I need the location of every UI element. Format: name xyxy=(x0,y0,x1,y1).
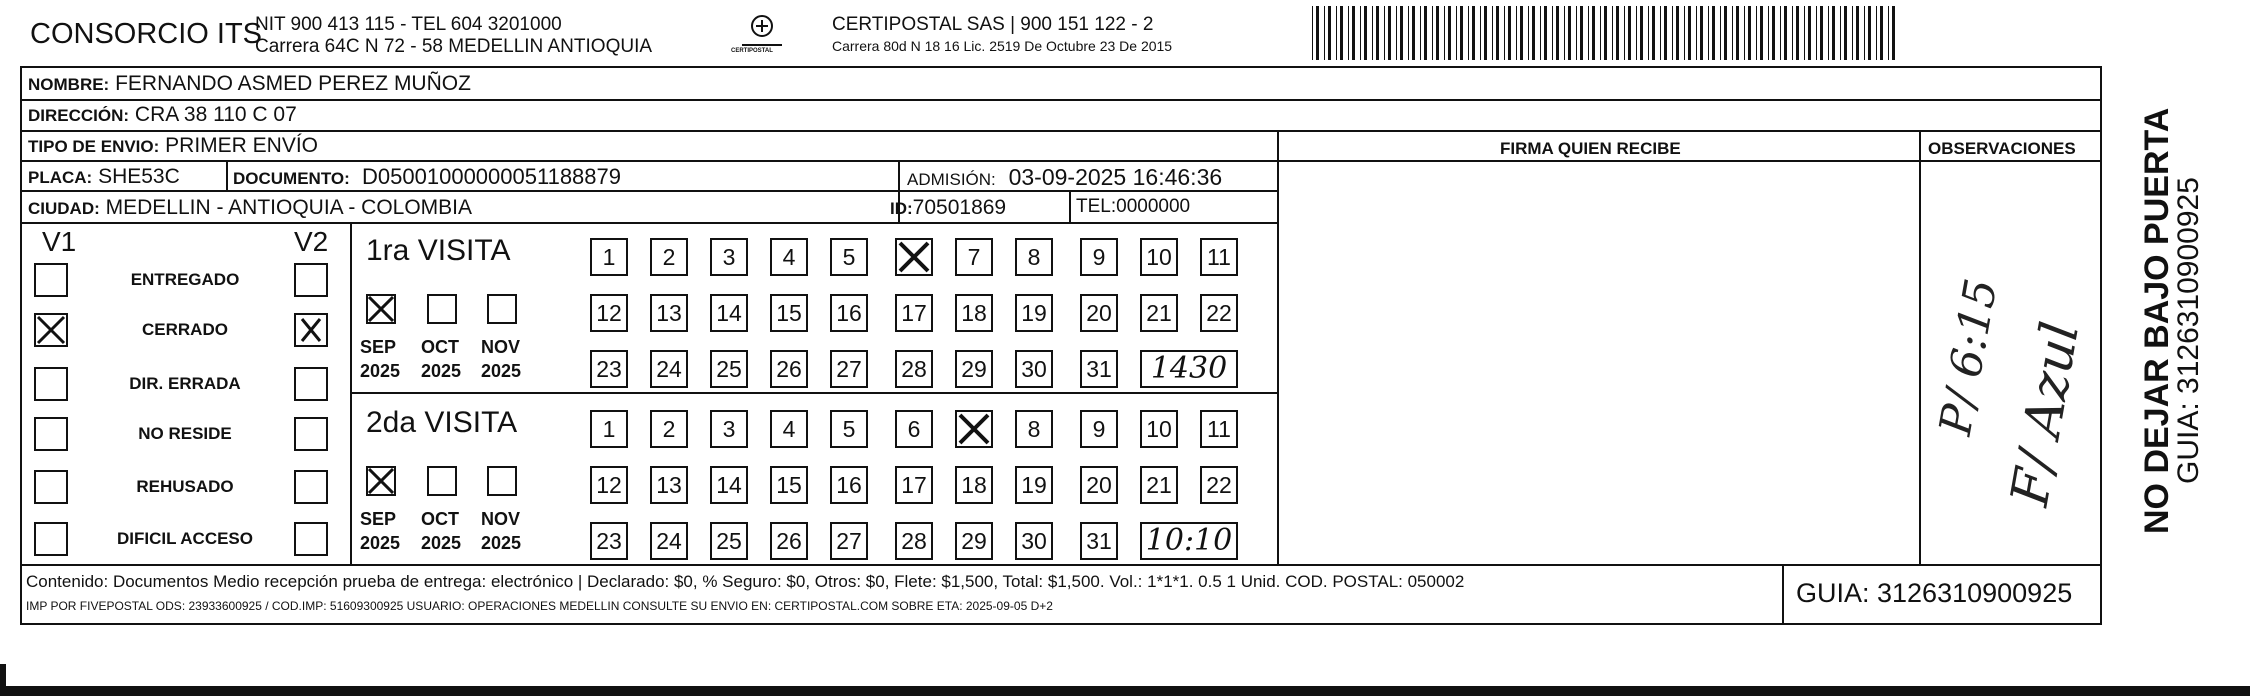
company-name: CONSORCIO ITS xyxy=(30,18,263,50)
barcode-bar xyxy=(1640,6,1643,60)
direccion-row xyxy=(28,104,297,125)
side-guia: GUIA: 3126310900925 xyxy=(2172,177,2205,484)
barcode-bar xyxy=(1568,6,1571,60)
status-label: CERRADO xyxy=(142,320,228,339)
day-checkbox[interactable]: 30 xyxy=(1015,350,1053,388)
day-checkbox[interactable]: 9 xyxy=(1080,410,1118,448)
barcode-bar xyxy=(1432,6,1433,60)
observation-note-1: P/ 6:15 xyxy=(1930,275,2008,439)
day-checkbox[interactable]: 22 xyxy=(1200,466,1238,504)
status-label: REHUSADO xyxy=(136,477,234,496)
day-checkbox[interactable]: 12 xyxy=(590,294,628,332)
day-checkbox[interactable]: 10 xyxy=(1140,410,1178,448)
year-label: 2025 xyxy=(421,361,462,381)
barcode-bar xyxy=(1700,6,1703,60)
barcode-bar xyxy=(1624,6,1625,60)
day-checkbox[interactable]: 17 xyxy=(895,294,933,332)
tel-label: TEL: xyxy=(1076,196,1117,217)
x-mark-icon xyxy=(368,296,394,322)
v2-checkbox[interactable] xyxy=(294,367,328,401)
carrier-line: CERTIPOSTAL SAS | 900 151 122 - 2 xyxy=(832,14,1154,35)
footer-contenido: Contenido: Documentos Medio recepción prueba de entrega: electrónico | Declarado: $0, % Seguro: $0, Otros: $0, Flete: $1,500, Total: $1,500. Vol.: 1*1*1. 0.5 1 Unid. COD. POSTAL: 050002 xyxy=(26,572,1465,591)
barcode-bar xyxy=(1732,6,1733,60)
day-checkbox[interactable]: 15 xyxy=(770,466,808,504)
day-checkbox[interactable]: 12 xyxy=(590,466,628,504)
x-mark-icon xyxy=(957,412,991,446)
v1-checkbox[interactable] xyxy=(34,263,68,297)
barcode-bar xyxy=(1376,6,1379,60)
barcode-bar xyxy=(1484,6,1487,60)
barcode-bar xyxy=(1744,6,1745,60)
visit-title: 2da VISITA xyxy=(366,406,518,439)
barcode-bar xyxy=(1684,6,1685,60)
tipo-value: PRIMER ENVÍO xyxy=(165,134,318,157)
scan-edge-corner xyxy=(0,664,6,688)
visit-title: 1ra VISITA xyxy=(366,234,511,267)
tipo-row xyxy=(28,135,318,156)
barcode-bar xyxy=(1444,6,1445,60)
month-checkbox[interactable] xyxy=(427,466,457,496)
v2-checkbox[interactable] xyxy=(294,313,328,347)
v1-checkbox[interactable] xyxy=(34,417,68,451)
day-checkbox[interactable]: 23 xyxy=(590,350,628,388)
v2-header: V2 xyxy=(294,226,329,257)
barcode-bar xyxy=(1520,6,1523,60)
month-label: NOV xyxy=(481,337,521,357)
firma-label: FIRMA QUIEN RECIBE xyxy=(1500,139,1681,158)
visit-time-field[interactable]: 1430 xyxy=(1140,350,1238,388)
barcode-bar xyxy=(1768,6,1769,60)
x-mark-icon xyxy=(368,468,394,494)
form-border xyxy=(20,66,2102,625)
address-line: Carrera 64C N 72 - 58 MEDELLIN ANTIOQUIA xyxy=(255,36,653,57)
barcode-bar xyxy=(1652,6,1655,60)
barcode-bar xyxy=(1828,6,1829,60)
day-checkbox[interactable] xyxy=(895,238,933,276)
barcode-bar xyxy=(1412,6,1415,60)
nombre-label: NOMBRE: xyxy=(28,75,110,94)
status-label: ENTREGADO xyxy=(130,270,240,289)
tel-value: 0000000 xyxy=(1116,196,1191,217)
barcode-bar xyxy=(1868,6,1871,60)
day-checkbox[interactable]: 6 xyxy=(895,410,933,448)
barcode-bar xyxy=(1336,6,1337,60)
day-checkbox[interactable]: 20 xyxy=(1080,294,1118,332)
carrier-license: Carrera 80d N 18 16 Lic. 2519 De Octubre 23 De 2015 xyxy=(832,38,1173,54)
barcode-bar xyxy=(1712,6,1715,60)
barcode-bar xyxy=(1468,6,1469,60)
day-checkbox[interactable]: 21 xyxy=(1140,294,1178,332)
barcode-bar xyxy=(1384,6,1385,60)
status-label: NO RESIDE xyxy=(138,424,232,443)
day-checkbox[interactable]: 14 xyxy=(710,466,748,504)
admision-row xyxy=(907,166,1222,189)
day-checkbox[interactable]: 3 xyxy=(710,238,748,276)
day-checkbox[interactable]: 30 xyxy=(1015,522,1053,560)
day-checkbox[interactable]: 19 xyxy=(1015,294,1053,332)
barcode-bar xyxy=(1820,6,1823,60)
day-checkbox[interactable]: 28 xyxy=(895,350,933,388)
barcode-bar xyxy=(1400,6,1403,60)
barcode-bar xyxy=(1312,6,1313,60)
barcode-bar xyxy=(1780,6,1781,60)
barcode xyxy=(1312,6,1904,60)
barcode-bar xyxy=(1616,6,1619,60)
barcode-bar xyxy=(1364,6,1367,60)
day-checkbox[interactable]: 8 xyxy=(1015,410,1053,448)
year-label: 2025 xyxy=(481,361,522,381)
barcode-bar xyxy=(1532,6,1535,60)
day-checkbox[interactable]: 18 xyxy=(955,466,993,504)
nit-line: NIT 900 413 115 - TEL 604 3201000 xyxy=(255,14,562,35)
barcode-bar xyxy=(1576,6,1577,60)
barcode-bar xyxy=(1808,6,1811,60)
barcode-bar xyxy=(1556,6,1559,60)
x-mark-icon xyxy=(897,240,931,274)
barcode-bar xyxy=(1856,6,1859,60)
day-checkbox[interactable]: 16 xyxy=(830,466,868,504)
v2-checkbox[interactable] xyxy=(294,263,328,297)
barcode-bar xyxy=(1496,6,1499,60)
day-checkbox[interactable]: 2 xyxy=(650,410,688,448)
nombre-value: FERNANDO ASMED PEREZ MUÑOZ xyxy=(115,72,471,95)
day-checkbox[interactable]: 9 xyxy=(1080,238,1118,276)
day-checkbox[interactable]: 31 xyxy=(1080,350,1118,388)
barcode-bar xyxy=(1592,6,1595,60)
barcode-bar xyxy=(1756,6,1757,60)
day-checkbox[interactable]: 7 xyxy=(955,238,993,276)
barcode-bar xyxy=(1328,6,1331,60)
day-checkbox[interactable]: 18 xyxy=(955,294,993,332)
barcode-bar xyxy=(1844,6,1847,60)
day-checkbox[interactable]: 26 xyxy=(770,350,808,388)
barcode-bar xyxy=(1796,6,1799,60)
v2-checkbox[interactable] xyxy=(294,417,328,451)
barcode-bar xyxy=(1612,6,1613,60)
barcode-bar xyxy=(1588,6,1589,60)
v2-checkbox[interactable] xyxy=(294,522,328,556)
v2-checkbox[interactable] xyxy=(294,470,328,504)
day-checkbox[interactable]: 26 xyxy=(770,522,808,560)
barcode-bar xyxy=(1448,6,1451,60)
v1-checkbox[interactable] xyxy=(34,313,68,347)
barcode-bar xyxy=(1544,6,1547,60)
ciudad-row xyxy=(28,197,472,218)
day-checkbox[interactable]: 13 xyxy=(650,294,688,332)
ciudad-value: MEDELLIN - ANTIOQUIA - COLOMBIA xyxy=(105,196,473,219)
tipo-label: TIPO DE ENVIO: xyxy=(28,137,160,156)
barcode-bar xyxy=(1456,6,1457,60)
v1-checkbox[interactable] xyxy=(34,367,68,401)
observaciones-label: OBSERVACIONES xyxy=(1928,139,2076,158)
day-checkbox[interactable]: 5 xyxy=(830,410,868,448)
day-checkbox[interactable]: 5 xyxy=(830,238,868,276)
barcode-bar xyxy=(1492,6,1493,60)
day-checkbox[interactable]: 27 xyxy=(830,522,868,560)
barcode-bar xyxy=(1760,6,1763,60)
day-checkbox[interactable]: 8 xyxy=(1015,238,1053,276)
barcode-bar xyxy=(1480,6,1481,60)
month-label: OCT xyxy=(421,337,459,357)
day-checkbox[interactable]: 29 xyxy=(955,522,993,560)
day-checkbox[interactable]: 11 xyxy=(1200,410,1238,448)
barcode-bar xyxy=(1324,6,1325,60)
barcode-bar xyxy=(1420,6,1421,60)
day-checkbox[interactable]: 2 xyxy=(650,238,688,276)
barcode-bar xyxy=(1508,6,1511,60)
barcode-bar xyxy=(1528,6,1529,60)
logo-caption: CERTIPOSTAL xyxy=(731,48,773,54)
day-checkbox[interactable]: 22 xyxy=(1200,294,1238,332)
barcode-bar xyxy=(1628,6,1631,60)
barcode-bar xyxy=(1516,6,1517,60)
x-mark-icon xyxy=(296,315,326,345)
barcode-bar xyxy=(1748,6,1751,60)
observation-note-2: F/ Azul xyxy=(2000,317,2092,511)
barcode-bar xyxy=(1348,6,1349,60)
documento-row xyxy=(233,166,621,188)
barcode-bar xyxy=(1864,6,1865,60)
day-checkbox[interactable]: 23 xyxy=(590,522,628,560)
barcode-bar xyxy=(1340,6,1343,60)
barcode-bar xyxy=(1360,6,1361,60)
status-label: DIR. ERRADA xyxy=(129,374,241,393)
barcode-bar xyxy=(1784,6,1787,60)
barcode-bar xyxy=(1676,6,1679,60)
year-label: 2025 xyxy=(360,361,401,381)
barcode-bar xyxy=(1688,6,1691,60)
admision-value: 03-09-2025 16:46:36 xyxy=(1008,164,1223,190)
day-checkbox[interactable]: 10 xyxy=(1140,238,1178,276)
x-mark-icon xyxy=(36,315,66,345)
id-row xyxy=(890,197,1006,218)
barcode-bar xyxy=(1636,6,1637,60)
day-checkbox[interactable]: 11 xyxy=(1200,238,1238,276)
barcode-bar xyxy=(1424,6,1427,60)
id-value: 70501869 xyxy=(912,196,1007,219)
barcode-bar xyxy=(1672,6,1673,60)
barcode-graphic xyxy=(1312,6,1904,60)
barcode-bar xyxy=(1372,6,1373,60)
barcode-bar xyxy=(1316,6,1319,60)
barcode-bar xyxy=(1600,6,1601,60)
barcode-bar xyxy=(1804,6,1805,60)
barcode-bar xyxy=(1408,6,1409,60)
year-label: 2025 xyxy=(360,533,401,553)
day-checkbox[interactable]: 1 xyxy=(590,410,628,448)
ciudad-label: CIUDAD: xyxy=(28,199,100,218)
month-label: OCT xyxy=(421,509,459,529)
day-checkbox[interactable] xyxy=(955,410,993,448)
day-checkbox[interactable]: 24 xyxy=(650,522,688,560)
day-checkbox[interactable]: 27 xyxy=(830,350,868,388)
barcode-bar xyxy=(1580,6,1583,60)
day-checkbox[interactable]: 29 xyxy=(955,350,993,388)
footer-imp: IMP POR FIVEPOSTAL ODS: 23933600925 / COD.IMP: 51609300925 USUARIO: OPERACIONES MEDELLIN CONSULTE SU ENVIO EN: CERTIPOSTAL.COM SOBRE ETA: 2025-09-05 D+2 xyxy=(26,599,1053,613)
day-checkbox[interactable]: 24 xyxy=(650,350,688,388)
barcode-bar xyxy=(1888,6,1889,60)
day-checkbox[interactable]: 4 xyxy=(770,410,808,448)
barcode-bar xyxy=(1472,6,1475,60)
day-checkbox[interactable]: 4 xyxy=(770,238,808,276)
barcode-bar xyxy=(1388,6,1391,60)
day-checkbox[interactable]: 21 xyxy=(1140,466,1178,504)
documento-label: DOCUMENTO: xyxy=(233,169,350,188)
barcode-bar xyxy=(1664,6,1667,60)
year-label: 2025 xyxy=(481,533,522,553)
direccion-value: CRA 38 110 C 07 xyxy=(134,103,297,126)
placa-label: PLACA: xyxy=(28,168,93,187)
month-checkbox[interactable] xyxy=(487,294,517,324)
barcode-bar xyxy=(1876,6,1877,60)
tel-row xyxy=(1076,197,1190,216)
documento-value: D05001000000051188879 xyxy=(362,164,621,189)
placa-value: SHE53C xyxy=(98,165,180,188)
id-label: ID: xyxy=(890,199,913,218)
month-label: NOV xyxy=(481,509,521,529)
day-checkbox[interactable]: 15 xyxy=(770,294,808,332)
footer-guia: GUIA: 3126310900925 xyxy=(1796,578,2073,608)
day-checkbox[interactable]: 1 xyxy=(590,238,628,276)
barcode-bar xyxy=(1648,6,1649,60)
day-checkbox[interactable]: 16 xyxy=(830,294,868,332)
v1-checkbox[interactable] xyxy=(34,470,68,504)
barcode-bar xyxy=(1436,6,1439,60)
v1-checkbox[interactable] xyxy=(34,522,68,556)
month-checkbox[interactable] xyxy=(487,466,517,496)
scan-edge xyxy=(0,686,2250,696)
warning-no-dejar: NO DEJAR BAJO PUERTA xyxy=(2138,107,2176,534)
barcode-bar xyxy=(1696,6,1697,60)
barcode-bar xyxy=(1708,6,1709,60)
year-label: 2025 xyxy=(421,533,462,553)
status-label: DIFICIL ACCESO xyxy=(116,529,253,548)
day-checkbox[interactable]: 3 xyxy=(710,410,748,448)
barcode-bar xyxy=(1772,6,1775,60)
day-checkbox[interactable]: 14 xyxy=(710,294,748,332)
barcode-bar xyxy=(1736,6,1739,60)
barcode-bar xyxy=(1832,6,1835,60)
day-checkbox[interactable]: 25 xyxy=(710,350,748,388)
day-checkbox[interactable]: 20 xyxy=(1080,466,1118,504)
barcode-bar xyxy=(1724,6,1727,60)
day-checkbox[interactable]: 19 xyxy=(1015,466,1053,504)
barcode-bar xyxy=(1540,6,1541,60)
day-checkbox[interactable]: 28 xyxy=(895,522,933,560)
month-label: SEP xyxy=(360,337,397,357)
barcode-bar xyxy=(1816,6,1817,60)
placa-row xyxy=(28,166,180,187)
day-checkbox[interactable]: 31 xyxy=(1080,522,1118,560)
barcode-bar xyxy=(1564,6,1565,60)
barcode-bar xyxy=(1852,6,1853,60)
month-checkbox[interactable] xyxy=(427,294,457,324)
barcode-bar xyxy=(1792,6,1793,60)
barcode-bar xyxy=(1660,6,1661,60)
barcode-bar xyxy=(1880,6,1883,60)
day-checkbox[interactable]: 13 xyxy=(650,466,688,504)
month-checkbox[interactable] xyxy=(366,466,396,496)
v1-header: V1 xyxy=(42,226,77,257)
barcode-bar xyxy=(1892,6,1895,60)
barcode-bar xyxy=(1720,6,1721,60)
barcode-bar xyxy=(1604,6,1607,60)
barcode-bar xyxy=(1396,6,1397,60)
month-checkbox[interactable] xyxy=(366,294,396,324)
direccion-label: DIRECCIÓN: xyxy=(28,106,130,125)
day-checkbox[interactable]: 25 xyxy=(710,522,748,560)
barcode-bar xyxy=(1460,6,1463,60)
visit-time-field[interactable]: 10:10 xyxy=(1140,522,1238,560)
barcode-bar xyxy=(1552,6,1553,60)
admision-label: ADMISIÓN: xyxy=(907,170,996,189)
nombre-row xyxy=(28,73,471,94)
barcode-bar xyxy=(1504,6,1505,60)
month-label: SEP xyxy=(360,509,397,529)
barcode-bar xyxy=(1840,6,1841,60)
barcode-bar xyxy=(1352,6,1355,60)
day-checkbox[interactable]: 17 xyxy=(895,466,933,504)
